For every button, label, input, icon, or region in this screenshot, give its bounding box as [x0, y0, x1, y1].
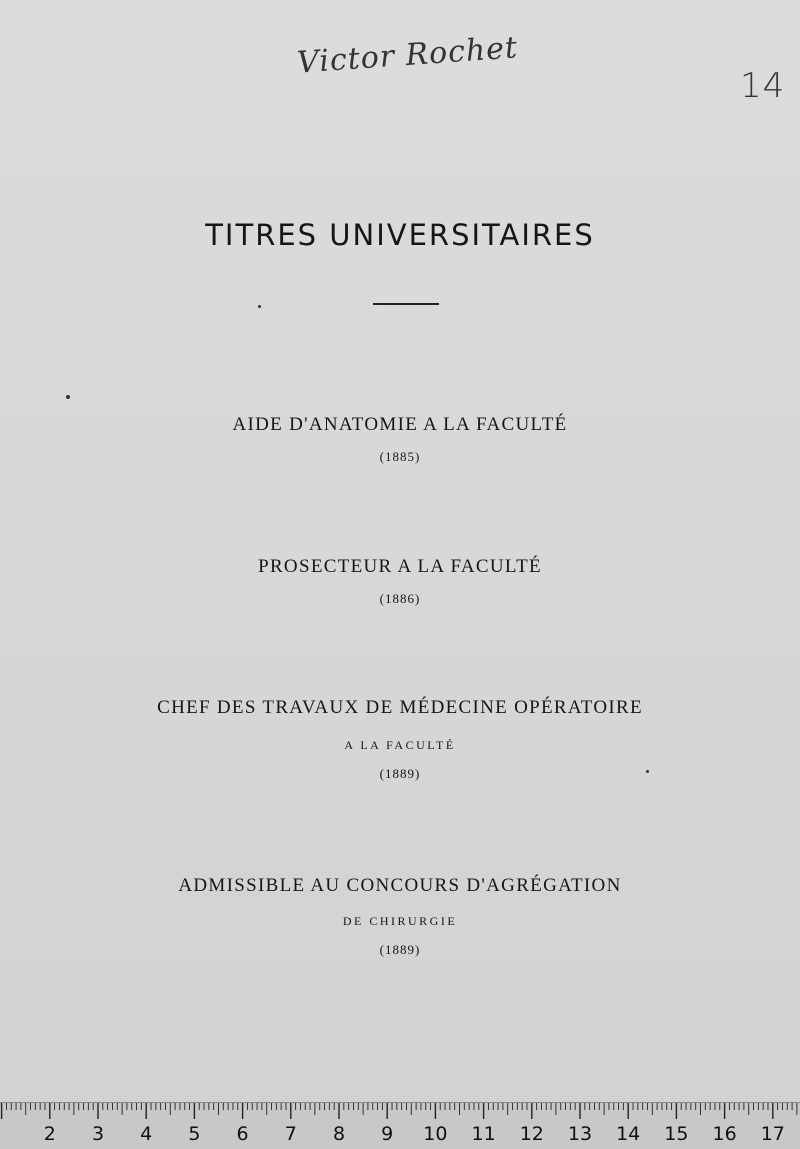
ruler-number: 16: [712, 1123, 737, 1145]
section-subheading: DE CHIRURGIE: [342, 914, 458, 928]
section-year: (1885): [379, 449, 421, 464]
section-heading: PROSECTEUR A LA FACULTÉ: [258, 556, 542, 577]
title-divider: [373, 303, 439, 305]
paper-speck: [646, 770, 649, 773]
bleed-through-text: [180, 245, 780, 296]
ruler-number: 10: [423, 1123, 448, 1145]
ruler-number: 3: [91, 1123, 105, 1145]
handwritten-page-number: 14: [740, 66, 786, 106]
section-heading: AIDE D'ANATOMIE A LA FACULTÉ: [232, 414, 568, 435]
ruler-number: 9: [381, 1123, 394, 1145]
ruler-number: 13: [567, 1123, 593, 1145]
section-heading: CHEF DES TRAVAUX DE MÉDECINE OPÉRATOIRE: [157, 697, 643, 718]
ruler-number: 6: [236, 1123, 249, 1145]
handwritten-author: Victor Rochet: [296, 30, 520, 81]
ruler-number: 7: [284, 1123, 297, 1145]
ruler-number: 2: [43, 1123, 56, 1145]
section-heading: ADMISSIBLE AU CONCOURS D'AGRÉGATION: [178, 875, 622, 896]
paper-speck: [258, 305, 261, 308]
section-year: (1889): [379, 942, 421, 957]
ruler-number: 14: [616, 1123, 641, 1145]
ruler-number: 8: [332, 1123, 346, 1145]
page-title: TITRES UNIVERSITAIRES: [205, 218, 595, 252]
ruler-number: 17: [760, 1123, 785, 1145]
section-year: (1886): [379, 591, 421, 606]
ruler-number: 15: [664, 1123, 689, 1145]
measurement-ruler: [0, 1102, 800, 1149]
paper-speck: [66, 395, 70, 399]
ruler-number: 12: [519, 1123, 544, 1145]
ruler-number: 4: [140, 1123, 153, 1145]
ruler-number: 5: [188, 1123, 201, 1145]
section-year: (1889): [379, 766, 421, 781]
section-subheading: A LA FACULTÉ: [344, 738, 456, 752]
ruler-number: 11: [471, 1123, 496, 1145]
